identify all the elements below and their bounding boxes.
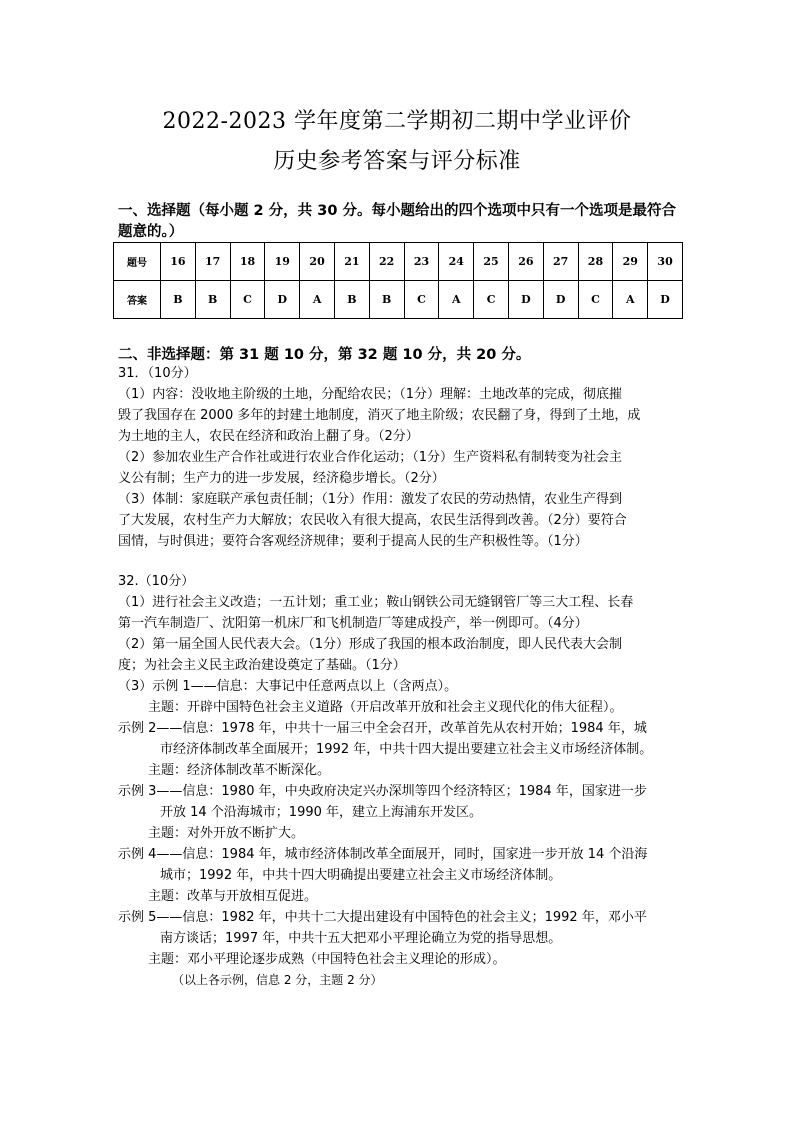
scoring-note: （以上各示例，信息 2 分，主题 2 分）	[172, 973, 383, 987]
number-cell: 18	[230, 243, 265, 281]
answer-cell: D	[648, 281, 683, 319]
answer-cell: C	[404, 281, 439, 319]
number-cell: 25	[474, 243, 509, 281]
table-row-numbers	[114, 243, 683, 281]
number-cell: 26	[508, 243, 543, 281]
answer-cell: C	[474, 281, 509, 319]
q32-line: 南方谈话；1997 年，中共十五大把邓小平理论确立为党的指导思想。	[160, 931, 562, 946]
q31-line: 毁了我国存在 2000 多年的封建土地制度，消灭了地主阶级；农民翻了身，得到了土地，成	[118, 408, 641, 423]
header-label-cell: 题号	[114, 243, 161, 281]
q31-line: （2）参加农业生产合作社或进行农业合作化运动；（1分）生产资料私有制转变为社会主	[118, 450, 623, 465]
q31-line: 为土地的主人，农民在经济和政治上翻了身。（2分）	[118, 429, 419, 444]
number-cell: 19	[265, 243, 300, 281]
q31-header: 31．（10分）	[118, 366, 197, 381]
answer-cell: D	[265, 281, 300, 319]
number-cell: 24	[439, 243, 474, 281]
answer-label-cell: 答案	[114, 281, 161, 319]
number-cell: 27	[543, 243, 578, 281]
q32-line: 主题：开辟中国特色社会主义道路（开启改革开放和社会主义现代化的伟大征程）。	[148, 700, 623, 715]
q31-line: 义公有制；生产力的进一步发展，经济稳步增长。（2分）	[118, 471, 445, 486]
answer-cell: A	[439, 281, 474, 319]
q32-line: 度；为社会主义民主政治建设奠定了基础。（1分）	[118, 658, 406, 673]
number-cell: 29	[613, 243, 648, 281]
q31-line: 国情，与时俱进；要符合客观经济规律；要利于提高人民的生产积极性等。（1分）	[118, 534, 588, 549]
document-title: 2022-2023 学年度第二学期初二期中学业评价	[162, 109, 632, 134]
number-cell: 21	[334, 243, 369, 281]
number-cell: 30	[648, 243, 683, 281]
q32-line: 城市；1992 年，中共十四大明确提出要建立社会主义市场经济体制。	[160, 868, 562, 883]
q32-line: 市经济体制改革全面展开；1992 年，中共十四大提出要建立社会主义市场经济体制。	[160, 742, 653, 757]
section2-heading: 二、非选择题：第 31 题 10 分，第 32 题 10 分，共 20 分。	[118, 347, 531, 363]
answer-table	[113, 242, 683, 319]
q32-line: 示例 4——信息：1984 年，城市经济体制改革全面展开，同时，国家进一步开放 14 个沿海	[118, 847, 648, 862]
q31-line: （1）内容：没收地主阶级的土地，分配给农民；（1分）理解：土地改革的完成，彻底摧	[118, 387, 623, 402]
number-cell: 20	[300, 243, 335, 281]
answer-cell: A	[300, 281, 335, 319]
q32-line: 第一汽车制造厂、沈阳第一机床厂和飞机制造厂等建成投产，举一例即可。（4分）	[118, 616, 588, 631]
q32-line: 主题：邓小平理论逐步成熟（中国特色社会主义理论的形成）。	[148, 952, 506, 967]
number-cell: 16	[161, 243, 196, 281]
q32-line: 主题：改革与开放相互促进。	[148, 889, 318, 904]
answer-cell: D	[508, 281, 543, 319]
answer-cell: B	[161, 281, 196, 319]
q32-line: （1）进行社会主义改造；一五计划；重工业；鞍山钢铁公司无缝钢管厂等三大工程、长春	[118, 595, 634, 610]
document-subtitle: 历史参考答案与评分标准	[273, 149, 521, 174]
answer-cell: C	[230, 281, 265, 319]
q32-line: 开放 14 个沿海城市；1990 年，建立上海浦东开发区。	[160, 805, 483, 820]
q32-line: 示例 2——信息：1978 年，中共十一届三中全会召开，改革首先从农村开始；1984 年，城	[118, 721, 647, 736]
answer-cell: B	[195, 281, 230, 319]
q32-line: （3）示例 1——信息：大事记中任意两点以上（含两点）。	[118, 679, 458, 694]
q31-line: 了大发展，农村生产力大解放；农民收入有很大提高，农民生活得到改善。（2分）要符合	[118, 513, 627, 528]
number-cell: 23	[404, 243, 439, 281]
table-row-answers	[114, 281, 683, 319]
q32-line: 示例 3——信息：1980 年，中央政府决定兴办深圳等四个经济特区；1984 年，国家进一步	[118, 784, 647, 799]
answer-cell: A	[613, 281, 648, 319]
number-cell: 22	[369, 243, 404, 281]
q32-header: 32.（10分）	[118, 574, 195, 589]
section1-heading: 一、选择题（每小题 2 分，共 30 分。每小题给出的四个选项中只有一个选项是最符合题意的。）	[118, 203, 676, 240]
number-cell: 17	[195, 243, 230, 281]
q32-line: 主题：对外开放不断扩大。	[148, 826, 305, 841]
answer-cell: D	[543, 281, 578, 319]
q32-line: 示例 5——信息：1982 年，中共十二大提出建设有中国特色的社会主义；1992 年，邓小平	[118, 910, 647, 925]
answer-cell: C	[578, 281, 613, 319]
answer-cell: B	[369, 281, 404, 319]
q31-line: （3）体制：家庭联产承包责任制；（1分）作用：激发了农民的劳动热情，农业生产得到	[118, 492, 623, 507]
q32-line: 主题：经济体制改革不断深化。	[148, 763, 331, 778]
q32-line: （2）第一届全国人民代表大会。（1分）形成了我国的根本政治制度，即人民代表大会制	[118, 637, 623, 652]
answer-cell: B	[334, 281, 369, 319]
number-cell: 28	[578, 243, 613, 281]
